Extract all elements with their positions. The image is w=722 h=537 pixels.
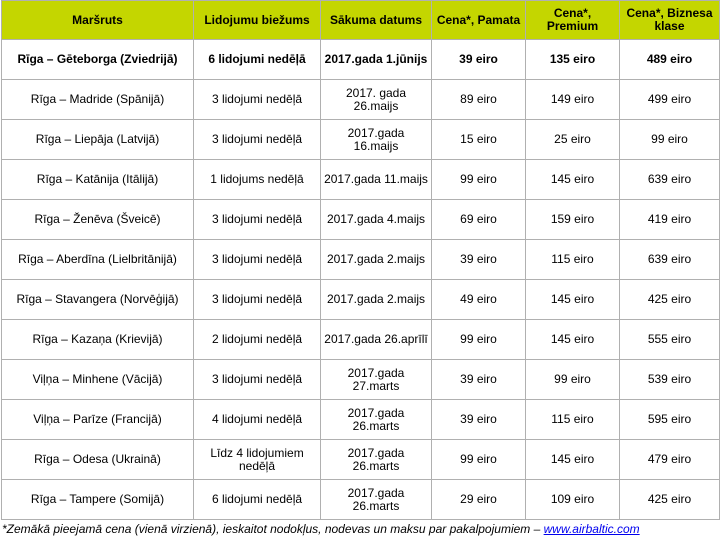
cell-route: Rīga – Tampere (Somijā): [2, 480, 194, 520]
cell-frequency: 2 lidojumi nedēļā: [194, 320, 321, 360]
table-header-row: [2, 1, 720, 40]
cell-start-date: 2017.gada 11.maijs: [321, 160, 432, 200]
cell-price-basic: 29 eiro: [432, 480, 526, 520]
header-route: Maršruts: [2, 1, 194, 40]
table-row: [2, 80, 720, 120]
cell-price-basic: 39 eiro: [432, 400, 526, 440]
cell-price-business: 425 eiro: [620, 280, 720, 320]
cell-price-premium: 149 eiro: [526, 80, 620, 120]
header-price-basic: Cena*, Pamata: [432, 1, 526, 40]
cell-route: Rīga – Gēteborga (Zviedrijā): [2, 40, 194, 80]
table-row: [2, 40, 720, 80]
cell-price-basic: 99 eiro: [432, 440, 526, 480]
cell-price-basic: 99 eiro: [432, 160, 526, 200]
cell-price-basic: 15 eiro: [432, 120, 526, 160]
cell-price-business: 555 eiro: [620, 320, 720, 360]
cell-start-date: 2017.gada 2.maijs: [321, 240, 432, 280]
cell-price-premium: 109 eiro: [526, 480, 620, 520]
cell-price-premium: 145 eiro: [526, 440, 620, 480]
cell-frequency: Līdz 4 lidojumiem nedēļā: [194, 440, 321, 480]
cell-price-business: 479 eiro: [620, 440, 720, 480]
cell-frequency: 4 lidojumi nedēļā: [194, 400, 321, 440]
cell-start-date: 2017. gada 26.maijs: [321, 80, 432, 120]
cell-start-date: 2017.gada 27.marts: [321, 360, 432, 400]
cell-price-business: 99 eiro: [620, 120, 720, 160]
cell-route: Rīga – Madride (Spānijā): [2, 80, 194, 120]
cell-frequency: 1 lidojums nedēļā: [194, 160, 321, 200]
cell-start-date: 2017.gada 2.maijs: [321, 280, 432, 320]
cell-route: Rīga – Kazaņa (Krievijā): [2, 320, 194, 360]
cell-frequency: 3 lidojumi nedēļā: [194, 240, 321, 280]
table-row: [2, 200, 720, 240]
header-price-premium: Cena*, Premium: [526, 1, 620, 40]
footnote-text: *Zemākā pieejamā cena (vienā virzienā), ieskaitot nodokļus, nodevas un maksu par pakalpojumiem –: [2, 522, 544, 536]
cell-price-premium: 135 eiro: [526, 40, 620, 80]
cell-frequency: 6 lidojumi nedēļā: [194, 480, 321, 520]
cell-frequency: 3 lidojumi nedēļā: [194, 120, 321, 160]
cell-price-premium: 145 eiro: [526, 160, 620, 200]
table-row: [2, 440, 720, 480]
cell-price-business: 639 eiro: [620, 240, 720, 280]
cell-start-date: 2017.gada 4.maijs: [321, 200, 432, 240]
cell-price-premium: 159 eiro: [526, 200, 620, 240]
table-row: [2, 280, 720, 320]
cell-price-basic: 99 eiro: [432, 320, 526, 360]
cell-start-date: 2017.gada 26.aprīlī: [321, 320, 432, 360]
cell-price-business: 595 eiro: [620, 400, 720, 440]
cell-frequency: 3 lidojumi nedēļā: [194, 80, 321, 120]
cell-start-date: 2017.gada 26.marts: [321, 480, 432, 520]
table-row: [2, 120, 720, 160]
cell-price-business: 489 eiro: [620, 40, 720, 80]
table-row: [2, 400, 720, 440]
cell-frequency: 3 lidojumi nedēļā: [194, 280, 321, 320]
cell-price-basic: 39 eiro: [432, 240, 526, 280]
header-frequency: Lidojumu biežums: [194, 1, 321, 40]
cell-price-premium: 115 eiro: [526, 240, 620, 280]
footnote: [2, 522, 722, 536]
cell-price-business: 499 eiro: [620, 80, 720, 120]
cell-route: Rīga – Aberdīna (Lielbritānijā): [2, 240, 194, 280]
airbaltic-link[interactable]: www.airbaltic.com: [543, 522, 640, 536]
header-start-date: Sākuma datums: [321, 1, 432, 40]
cell-route: Viļņa – Parīze (Francijā): [2, 400, 194, 440]
table-row: [2, 480, 720, 520]
cell-price-premium: 99 eiro: [526, 360, 620, 400]
cell-route: Rīga – Liepāja (Latvijā): [2, 120, 194, 160]
cell-start-date: 2017.gada 26.marts: [321, 400, 432, 440]
cell-price-basic: 39 eiro: [432, 360, 526, 400]
cell-route: Viļņa – Minhene (Vācijā): [2, 360, 194, 400]
cell-price-business: 419 eiro: [620, 200, 720, 240]
cell-frequency: 6 lidojumi nedēļā: [194, 40, 321, 80]
table-body: [2, 40, 720, 520]
cell-price-business: 639 eiro: [620, 160, 720, 200]
cell-route: Rīga – Stavangera (Norvēģijā): [2, 280, 194, 320]
cell-start-date: 2017.gada 16.maijs: [321, 120, 432, 160]
cell-frequency: 3 lidojumi nedēļā: [194, 200, 321, 240]
cell-frequency: 3 lidojumi nedēļā: [194, 360, 321, 400]
cell-route: Rīga – Odesa (Ukrainā): [2, 440, 194, 480]
cell-start-date: 2017.gada 1.jūnijs: [321, 40, 432, 80]
table-row: [2, 160, 720, 200]
cell-price-premium: 115 eiro: [526, 400, 620, 440]
table-row: [2, 240, 720, 280]
table-row: [2, 320, 720, 360]
cell-route: Rīga – Katānija (Itālijā): [2, 160, 194, 200]
cell-price-basic: 69 eiro: [432, 200, 526, 240]
cell-price-business: 425 eiro: [620, 480, 720, 520]
cell-price-basic: 49 eiro: [432, 280, 526, 320]
cell-start-date: 2017.gada 26.marts: [321, 440, 432, 480]
cell-price-premium: 145 eiro: [526, 280, 620, 320]
table-row: [2, 360, 720, 400]
cell-price-basic: 39 eiro: [432, 40, 526, 80]
cell-price-premium: 25 eiro: [526, 120, 620, 160]
cell-price-basic: 89 eiro: [432, 80, 526, 120]
cell-route: Rīga – Ženēva (Šveicē): [2, 200, 194, 240]
cell-price-premium: 145 eiro: [526, 320, 620, 360]
cell-price-business: 539 eiro: [620, 360, 720, 400]
route-price-table: [1, 0, 720, 520]
header-price-business: Cena*, Biznesa klase: [620, 1, 720, 40]
